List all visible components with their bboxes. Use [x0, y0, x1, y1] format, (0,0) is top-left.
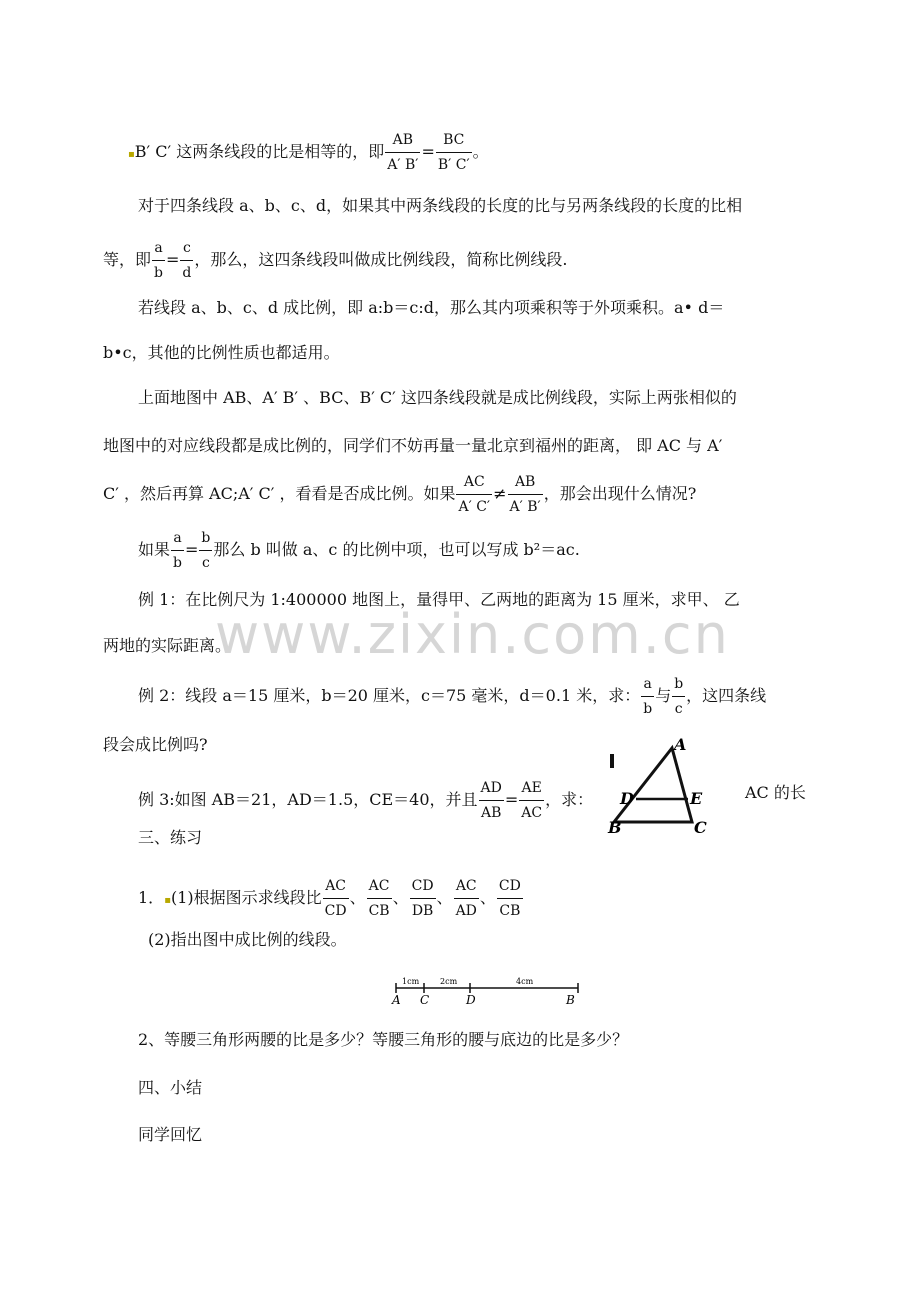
length-cd: 2cm: [440, 977, 458, 986]
question-1: 1．▪(1)根据图示求线段比 $\frac{AC}{CD}$ 、 $\frac{AC}{CB}$ 、 $\frac{CD}{DB}$ 、 $\frac{AC}{AD}$ 、 $\frac{CD}{CB}$: [138, 876, 524, 921]
fraction: $\frac{AC}{A' C'}$: [458, 474, 491, 515]
question-1-fractions: $\frac{AC}{CD}$ 、 $\frac{AC}{CB}$ 、 $\frac{CD}{DB}$ 、 $\frac{AC}{AD}$ 、 $\frac{CD}{CB}$: [324, 878, 521, 919]
label-a: A: [674, 738, 687, 754]
label-e: E: [690, 789, 703, 808]
example-3-tail: AC 的长: [745, 783, 806, 802]
label-b: B: [566, 993, 575, 1006]
example-2-line1: 例 2：线段 a＝15 厘米，b＝20 厘米，c＝75 毫米，d＝0.1 米，求： $\frac{a}{b}$ 与 $\frac{b}{c}$ ，这四条线: [138, 676, 767, 717]
fraction: $\frac{a}{b}$: [154, 240, 163, 281]
paragraph-map-line1: 上面地图中 AB、A′ B′ 、BC、B′ C′ 这四条线段就是成比例线段，实际上两张相似的: [138, 388, 737, 407]
fraction: $\frac{AD}{AB}$: [480, 780, 502, 821]
label-d: D: [466, 993, 476, 1006]
triangle-figure: [600, 738, 720, 838]
label-a: A: [392, 993, 401, 1006]
section-summary-heading: 四、小结: [138, 1078, 203, 1097]
paragraph-mean-proportional: 如果 $\frac{a}{b}$ = $\frac{b}{c}$ 那么 b 叫做 a、c 的比例中项，也可以写成 b²＝ac.: [138, 530, 580, 571]
example-1-line2: 两地的实际距离。: [103, 636, 232, 655]
fraction: $\frac{a}{b}$: [643, 676, 653, 717]
fraction: $\frac{b}{c}$: [201, 530, 211, 571]
fraction: $\frac{CD}{CB}$: [498, 878, 521, 919]
fraction: $\frac{BC}{B' C'}$: [437, 132, 470, 173]
length-ac: 1cm: [402, 977, 420, 986]
paragraph-property-line1: 若线段 a、b、c、d 成比例，即 a:b＝c:d，那么其内项乘积等于外项乘积。a• d＝: [138, 298, 725, 317]
fraction: $\frac{b}{c}$: [674, 676, 684, 717]
paragraph-definition-line1: 对于四条线段 a、b、c、d，如果其中两条线段的长度的比与另两条线段的长度的比相: [138, 196, 743, 215]
fraction: $\frac{CD}{DB}$: [411, 878, 434, 919]
paragraph-property-line2: b•c，其他的比例性质也都适用。: [103, 343, 340, 362]
triangle-abc: [614, 748, 692, 822]
label-d: D: [620, 789, 634, 808]
fraction: $\frac{AC}{AD}$: [455, 878, 477, 919]
paragraph-ratio-equal: ▪B′ C′ 这两条线段的比是相等的，即 $\frac{AB}{A' B'}$ = $\frac{BC}{B' C'}$ 。: [128, 132, 489, 173]
fraction: $\frac{AB}{A' B'}$: [387, 132, 419, 173]
watermark: www.zixin.com.cn: [215, 603, 730, 666]
label-b: B: [608, 818, 622, 837]
example-3: 例 3:如图 AB＝21，AD＝1.5，CE＝40，并且 $\frac{AD}{AB}$ = $\frac{AE}{AC}$ ，求：: [138, 780, 594, 821]
section-practice-heading: 三、练习: [138, 828, 203, 847]
fraction: $\frac{AB}{A' B'}$: [509, 474, 541, 515]
segment-figure: [388, 972, 588, 1006]
fraction: $\frac{c}{d}$: [182, 240, 192, 281]
question-2: 2、等腰三角形两腰的比是多少？等腰三角形的腰与底边的比是多少？: [138, 1030, 629, 1049]
recall-text: 同学回忆: [138, 1125, 203, 1144]
fraction: $\frac{a}{b}$: [173, 530, 182, 571]
question-1-part2: (2)指出图中成比例的线段。: [148, 930, 347, 949]
paragraph-map-line3: C′ ，然后再算 AC;A′ C′ ，看看是否成比例。如果 $\frac{AC}{A' C'}$ ≠ $\frac{AB}{A' B'}$ ，那会出现什么情况?: [103, 474, 697, 515]
fraction: $\frac{AC}{CD}$: [324, 878, 347, 919]
length-db: 4cm: [516, 977, 534, 986]
paragraph-map-line2: 地图中的对应线段都是成比例的，同学们不妨再量一量北京到福州的距离， 即 AC 与 A′: [103, 436, 723, 455]
fraction: $\frac{AC}{CB}$: [368, 878, 390, 919]
paragraph-definition-line2: 等，即 $\frac{a}{b}$ = $\frac{c}{d}$ ，那么，这四条线段叫做成比例线段，简称比例线段.: [103, 240, 568, 281]
label-c: C: [420, 993, 430, 1006]
example-2-line2: 段会成比例吗?: [103, 735, 208, 754]
example-1-line1: 例 1：在比例尺为 1:400000 地图上，量得甲、乙两地的距离为 15 厘米，求甲、 乙: [138, 590, 740, 609]
figure-mark: [610, 754, 614, 768]
fraction: $\frac{AE}{AC}$: [521, 780, 543, 821]
p1-text: B′ C′ 这两条线段的比是相等的，即: [134, 142, 385, 161]
label-c: C: [694, 818, 707, 837]
